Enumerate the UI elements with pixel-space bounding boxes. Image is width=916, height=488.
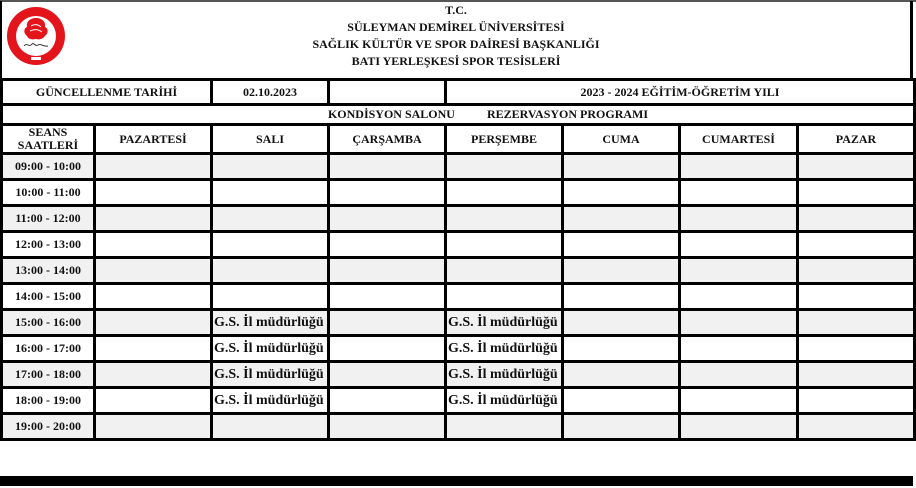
slot-cell-wednesday — [329, 258, 446, 284]
slot-cell-monday — [95, 154, 212, 180]
slot-cell-sunday — [798, 206, 915, 232]
slot-cell-sunday — [798, 154, 915, 180]
session-time: 12:00 - 13:00 — [2, 232, 95, 258]
slot-cell-friday — [563, 388, 680, 414]
reservation-table — [0, 78, 916, 441]
slot-cell-monday — [95, 414, 212, 440]
slot-cell-monday — [95, 336, 212, 362]
schedule-row — [2, 284, 915, 310]
session-time: 19:00 - 20:00 — [2, 414, 95, 440]
day-header-wednesday: ÇARŞAMBA — [329, 125, 446, 154]
header-title-lines — [2, 2, 910, 70]
slot-cell-tuesday: G.S. İl müdürlüğü — [212, 310, 329, 336]
slot-cell-friday — [563, 336, 680, 362]
schedule-row — [2, 310, 915, 336]
slot-cell-tuesday — [212, 154, 329, 180]
session-time: 17:00 - 18:00 — [2, 362, 95, 388]
slot-cell-wednesday — [329, 388, 446, 414]
slot-cell-saturday — [680, 414, 798, 440]
slot-cell-thursday: G.S. İl müdürlüğü — [446, 336, 563, 362]
session-time: 09:00 - 10:00 — [2, 154, 95, 180]
session-time: 16:00 - 17:00 — [2, 336, 95, 362]
slot-cell-wednesday — [329, 414, 446, 440]
slot-cell-monday — [95, 180, 212, 206]
info-blank-cell — [329, 80, 446, 105]
day-header-saturday: CUMARTESİ — [680, 125, 798, 154]
slot-cell-friday — [563, 284, 680, 310]
slot-cell-tuesday — [212, 206, 329, 232]
slot-cell-thursday — [446, 284, 563, 310]
slot-cell-saturday — [680, 154, 798, 180]
slot-cell-saturday — [680, 310, 798, 336]
schedule-body — [2, 154, 915, 440]
slot-cell-wednesday — [329, 284, 446, 310]
document-header — [0, 1, 913, 78]
slot-cell-wednesday — [329, 362, 446, 388]
slot-cell-friday — [563, 362, 680, 388]
day-header-friday: CUMA — [563, 125, 680, 154]
title-row — [2, 105, 915, 125]
session-time: 11:00 - 12:00 — [2, 206, 95, 232]
day-header-sunday: PAZAR — [798, 125, 915, 154]
slot-cell-wednesday — [329, 180, 446, 206]
slot-cell-monday — [95, 388, 212, 414]
sessions-header-line2: SAATLERİ — [17, 138, 79, 152]
schedule-row — [2, 336, 915, 362]
slot-cell-thursday: G.S. İl müdürlüğü — [446, 362, 563, 388]
schedule-row — [2, 388, 915, 414]
slot-cell-friday — [563, 232, 680, 258]
session-time: 13:00 - 14:00 — [2, 258, 95, 284]
slot-cell-monday — [95, 284, 212, 310]
slot-cell-monday — [95, 362, 212, 388]
day-header-thursday: PERŞEMBE — [446, 125, 563, 154]
updated-date-value: 02.10.2023 — [212, 80, 329, 105]
slot-cell-friday — [563, 310, 680, 336]
slot-cell-friday — [563, 180, 680, 206]
slot-cell-wednesday — [329, 206, 446, 232]
slot-cell-monday — [95, 258, 212, 284]
slot-cell-thursday — [446, 206, 563, 232]
slot-cell-saturday — [680, 388, 798, 414]
program-name: REZERVASYON PROGRAMI — [486, 107, 649, 121]
program-title — [2, 105, 915, 125]
header-line-tc: T.C. — [445, 3, 467, 17]
slot-cell-sunday — [798, 414, 915, 440]
slot-cell-sunday — [798, 232, 915, 258]
sessions-header — [2, 125, 95, 154]
schedule-row — [2, 414, 915, 440]
header-line-facility: BATI YERLEŞKESİ SPOR TESİSLERİ — [351, 54, 561, 68]
slot-cell-monday — [95, 232, 212, 258]
slot-cell-sunday — [798, 180, 915, 206]
slot-cell-tuesday — [212, 258, 329, 284]
slot-cell-tuesday — [212, 180, 329, 206]
slot-cell-sunday — [798, 310, 915, 336]
slot-cell-tuesday — [212, 232, 329, 258]
updated-date-label: GÜNCELLENME TARİHİ — [2, 80, 212, 105]
schedule-row — [2, 206, 915, 232]
info-row — [2, 80, 915, 105]
slot-cell-thursday: G.S. İl müdürlüğü — [446, 388, 563, 414]
schedule-row — [2, 154, 915, 180]
session-time: 14:00 - 15:00 — [2, 284, 95, 310]
slot-cell-friday — [563, 206, 680, 232]
slot-cell-tuesday: G.S. İl müdürlüğü — [212, 336, 329, 362]
slot-cell-sunday — [798, 284, 915, 310]
academic-year: 2023 - 2024 EĞİTİM-ÖĞRETİM YILI — [446, 80, 915, 105]
slot-cell-saturday — [680, 180, 798, 206]
slot-cell-saturday — [680, 336, 798, 362]
slot-cell-thursday — [446, 258, 563, 284]
slot-cell-monday — [95, 310, 212, 336]
slot-cell-thursday — [446, 154, 563, 180]
slot-cell-saturday — [680, 206, 798, 232]
day-header-monday: PAZARTESİ — [95, 125, 212, 154]
slot-cell-tuesday: G.S. İl müdürlüğü — [212, 388, 329, 414]
slot-cell-tuesday: G.S. İl müdürlüğü — [212, 362, 329, 388]
slot-cell-tuesday — [212, 414, 329, 440]
day-header-tuesday: SALI — [212, 125, 329, 154]
slot-cell-thursday — [446, 414, 563, 440]
day-header-row — [2, 125, 915, 154]
slot-cell-thursday — [446, 180, 563, 206]
slot-cell-wednesday — [329, 154, 446, 180]
header-line-department: SAĞLIK KÜLTÜR VE SPOR DAİRESİ BAŞKANLIĞI — [312, 37, 600, 51]
schedule-row — [2, 180, 915, 206]
slot-cell-sunday — [798, 362, 915, 388]
slot-cell-wednesday — [329, 310, 446, 336]
slot-cell-saturday — [680, 362, 798, 388]
header-line-university: SÜLEYMAN DEMİREL ÜNİVERSİTESİ — [347, 20, 565, 34]
slot-cell-sunday — [798, 336, 915, 362]
slot-cell-friday — [563, 258, 680, 284]
slot-cell-wednesday — [329, 232, 446, 258]
schedule-row — [2, 258, 915, 284]
slot-cell-saturday — [680, 258, 798, 284]
slot-cell-saturday — [680, 232, 798, 258]
slot-cell-saturday — [680, 284, 798, 310]
slot-cell-sunday — [798, 388, 915, 414]
session-time: 18:00 - 19:00 — [2, 388, 95, 414]
slot-cell-thursday: G.S. İl müdürlüğü — [446, 310, 563, 336]
slot-cell-friday — [563, 154, 680, 180]
slot-cell-sunday — [798, 258, 915, 284]
slot-cell-thursday — [446, 232, 563, 258]
slot-cell-friday — [563, 414, 680, 440]
facility-name: KONDİSYON SALONU — [327, 107, 455, 121]
session-time: 10:00 - 11:00 — [2, 180, 95, 206]
slot-cell-wednesday — [329, 336, 446, 362]
sessions-header-line1: SEANS — [28, 125, 68, 139]
slot-cell-monday — [95, 206, 212, 232]
schedule-row — [2, 362, 915, 388]
session-time: 15:00 - 16:00 — [2, 310, 95, 336]
slot-cell-tuesday — [212, 284, 329, 310]
bottom-border — [0, 476, 913, 486]
schedule-row — [2, 232, 915, 258]
